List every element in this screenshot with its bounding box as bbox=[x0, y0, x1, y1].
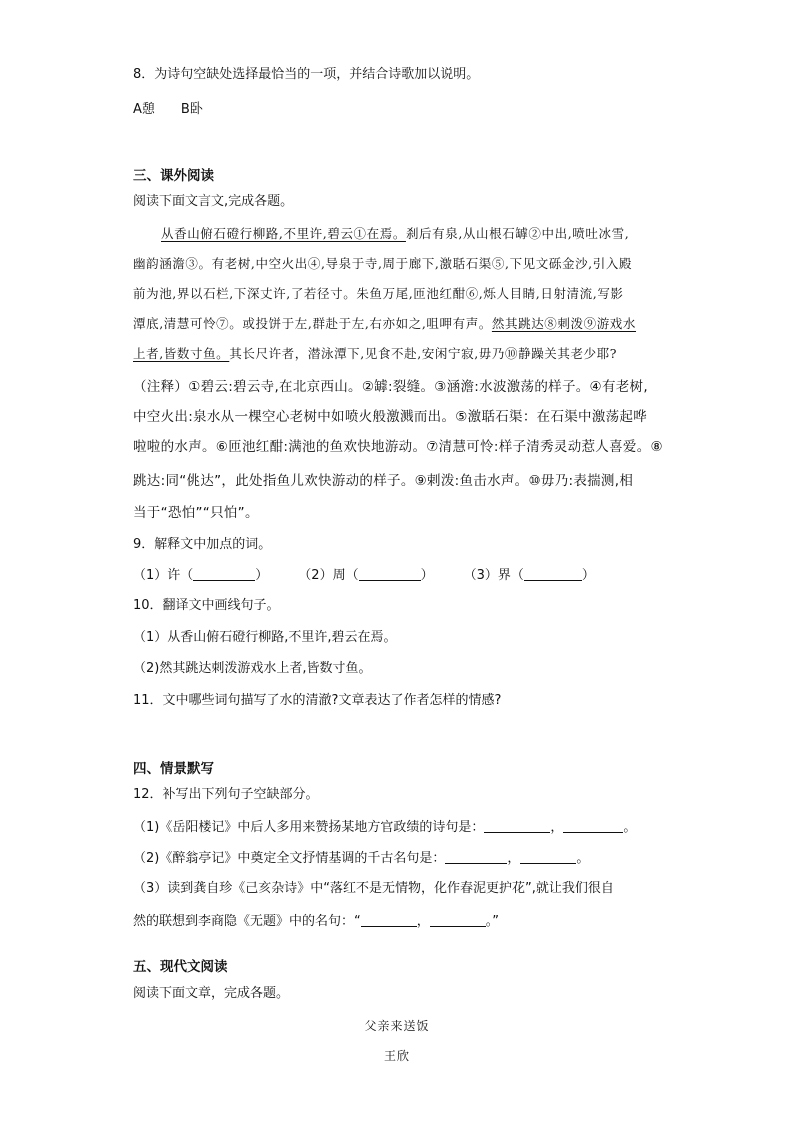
q10-sentence-2: （2)然其跳达刺泼游戏水上者,皆数寸鱼。 bbox=[133, 661, 372, 676]
q12-item-3-line-1: （3）读到龚自珍《己亥杂诗》中“落红不是无情物，化作春泥更护花”,就让我们很自 bbox=[133, 881, 614, 896]
q12-item-1-blank-2[interactable] bbox=[563, 818, 623, 833]
q9-item-3-blank[interactable] bbox=[524, 566, 582, 581]
passage-line-4 bbox=[133, 315, 636, 333]
q12-item-2-blank-1[interactable] bbox=[445, 849, 507, 864]
q9-item-1 bbox=[133, 568, 268, 583]
q12-item-2-prompt: （2)《醉翁亭记》中奠定全文抒情基调的千古名句是： bbox=[133, 851, 446, 866]
section4-title: 四、情景默写 bbox=[133, 761, 214, 777]
q8-option-a: A憩 bbox=[133, 102, 155, 117]
q9-item-3-close: ） bbox=[581, 568, 595, 583]
q12-item-2-blank-2[interactable] bbox=[520, 849, 576, 864]
section3-instruction: 阅读下面文言文,完成各题。 bbox=[133, 194, 294, 209]
note-line-1: （注释）①碧云:碧云寺,在北京西山。②罅:裂缝。③涵澹:水波激荡的样子。④有老树, bbox=[133, 379, 648, 395]
period: 。 bbox=[576, 851, 590, 866]
q12-item-2 bbox=[133, 849, 589, 868]
q12-question: 12．补写出下列句子空缺部分。 bbox=[133, 787, 319, 802]
passage-text: 刹后有泉,从山根石罅②中出,喷吐冰雪, bbox=[405, 226, 630, 241]
underlined-sentence-2b: 上者,皆数寸鱼。 bbox=[133, 346, 230, 361]
q8-options bbox=[133, 101, 203, 119]
section5-instruction: 阅读下面文章，完成各题。 bbox=[133, 986, 290, 1001]
q9-item-1-close: ） bbox=[255, 568, 269, 583]
article-author: 王欣 bbox=[383, 1049, 410, 1063]
note-line-5: 当于“恐怕”“只怕”。 bbox=[133, 505, 259, 521]
section5-title: 五、现代文阅读 bbox=[133, 959, 228, 975]
q9-items bbox=[133, 566, 595, 585]
q12-item-1 bbox=[133, 818, 636, 837]
q9-item-2-label: （2）周（ bbox=[298, 568, 359, 583]
q8-option-b: B卧 bbox=[180, 102, 203, 117]
q9-item-2 bbox=[298, 568, 433, 583]
underlined-sentence-2a: 然其跳达⑧刺泼⑨游戏水 bbox=[491, 316, 637, 331]
q9-item-3-label: （3）界（ bbox=[463, 568, 524, 583]
passage-line-3: 前为池,界以石栏,下深丈许,了若径寸。朱鱼万尾,匝池红酣⑥,烁人目睛,日射清流,写影 bbox=[133, 286, 624, 301]
note-line-4: 跳达:同“佻达”，此处指鱼儿欢快游动的样子。⑨剌泼:鱼击水声。⑩毋乃:表揣测,相 bbox=[133, 473, 634, 489]
article-title: 父亲来送饭 bbox=[364, 1019, 430, 1033]
period: 。 bbox=[623, 820, 637, 835]
q9-item-3 bbox=[464, 568, 595, 583]
q9-question: 9．解释文中加点的词。 bbox=[133, 537, 272, 552]
q12-item-3-line-2 bbox=[133, 912, 499, 931]
q12-item-1-blank-1[interactable] bbox=[484, 818, 550, 833]
note-line-3: 啦啦的水声。⑥匝池红酣:满池的鱼欢快地游动。⑦清慧可怜:样子清秀灵动惹人喜爱。⑧ bbox=[133, 439, 663, 455]
passage-line-2: 幽韵涵澹③。有老树,中空火出④,导泉于寺,周于廊下,激聒石渠⑤,下见文砾金沙,引入殿 bbox=[133, 256, 633, 271]
q12-item-3-blank-1[interactable] bbox=[361, 912, 417, 927]
q11-question: 11．文中哪些词句描写了水的清澈?文章表达了作者怎样的情感? bbox=[133, 693, 502, 708]
underlined-sentence-1: 从香山俯石磴行柳路,不里许,碧云①在焉。 bbox=[161, 226, 406, 241]
q9-item-1-label: （1）许（ bbox=[133, 568, 194, 583]
q8-question: 8．为诗句空缺处选择最恰当的一项，并结合诗歌加以说明。 bbox=[133, 67, 480, 82]
passage-text: 潭底,清慧可怜⑦。或投饼于左,群赴于左,右亦如之,咀呷有声。 bbox=[133, 316, 492, 331]
q9-item-1-blank[interactable] bbox=[193, 566, 255, 581]
passage-line-1 bbox=[161, 225, 629, 243]
section3-title: 三、课外阅读 bbox=[133, 168, 214, 184]
comma: ， bbox=[416, 914, 430, 929]
comma: ， bbox=[507, 851, 521, 866]
q12-item-3-blank-2[interactable] bbox=[430, 912, 486, 927]
comma: ， bbox=[550, 820, 564, 835]
q10-question: 10．翻译文中画线句子。 bbox=[133, 598, 280, 613]
q10-sentence-1: （1）从香山俯石磴行柳路,不里许,碧云在焉。 bbox=[133, 630, 397, 645]
q9-item-2-blank[interactable] bbox=[359, 566, 421, 581]
note-line-2: 中空火出:泉水从一棵空心老树中如喷火般激溅而出。⑤激聒石渠：在石渠中激荡起哗 bbox=[133, 409, 648, 425]
passage-text: 其长尺许者，潜泳潭下,见食不赴,安闲宁寂,毋乃⑩静躁关其老少耶? bbox=[229, 346, 618, 361]
q12-item-3-close: 。” bbox=[485, 914, 500, 929]
passage-line-5 bbox=[133, 345, 617, 363]
q12-item-3-prompt: 然的联想到李商隐《无题》中的名句：“ bbox=[133, 914, 361, 929]
q12-item-1-prompt: （1)《岳阳楼记》中后人多用来赞扬某地方官政绩的诗句是： bbox=[133, 820, 485, 835]
q9-item-2-close: ） bbox=[420, 568, 434, 583]
